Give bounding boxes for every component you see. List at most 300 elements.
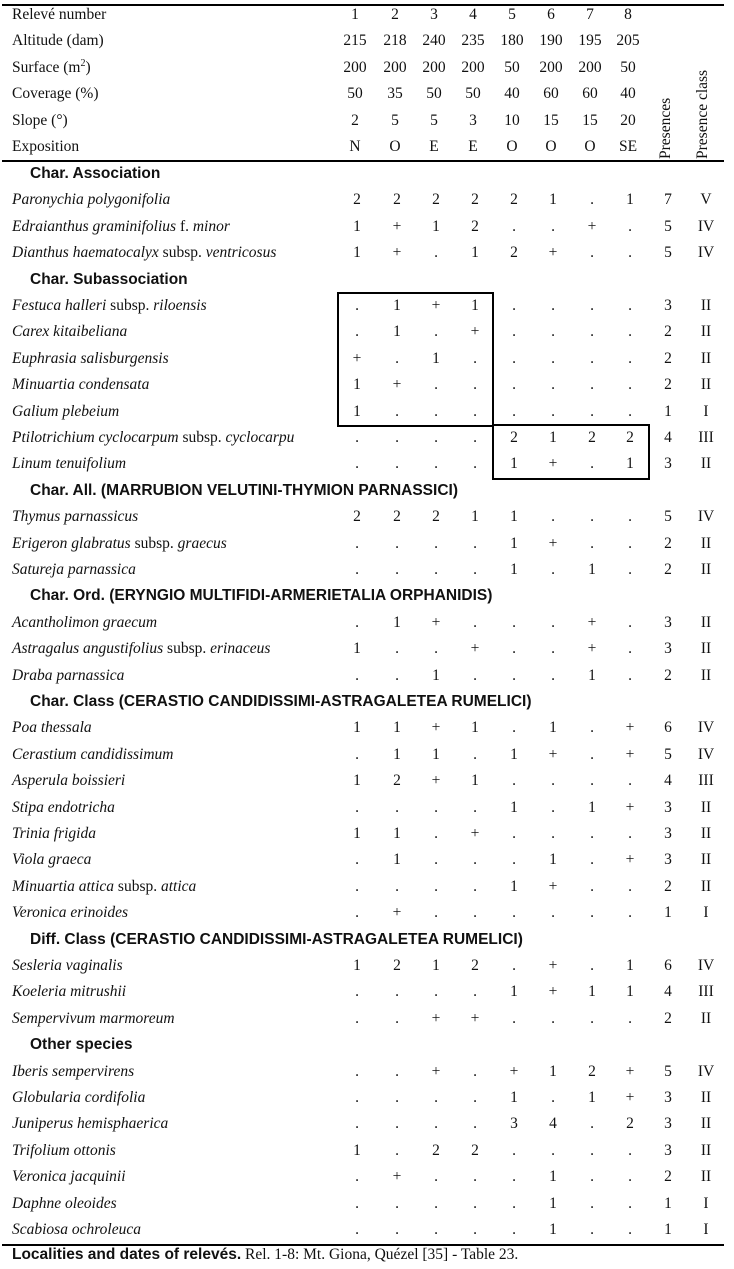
releve-value: .: [355, 534, 359, 552]
releve-value: 1: [588, 561, 596, 578]
species-binomial: Viola graeca: [12, 851, 92, 869]
header-value: 5: [391, 111, 399, 129]
releve-value: .: [434, 244, 438, 262]
releve-value: 1: [549, 429, 557, 446]
presences-value: 2: [664, 561, 672, 578]
presence-class-value: II: [700, 1089, 712, 1106]
presences-value: 6: [664, 719, 672, 737]
species-name: [12, 399, 119, 425]
releve-value: .: [551, 1141, 555, 1159]
releve-value: +: [431, 1009, 441, 1027]
header-value: 15: [582, 111, 598, 129]
releve-value: .: [395, 666, 399, 684]
releve-value: .: [473, 745, 477, 763]
header-row: [0, 81, 734, 107]
releve-value: .: [628, 1168, 632, 1186]
header-value: 3: [430, 6, 438, 23]
species-name: [12, 425, 332, 451]
releve-value: 1: [432, 957, 440, 974]
releve-value: .: [512, 1221, 516, 1238]
presences-value: 5: [664, 217, 672, 235]
infraspecific-name: graecus: [177, 534, 227, 552]
releve-value: .: [512, 640, 516, 658]
releve-value: .: [395, 1062, 399, 1080]
species-name: [12, 742, 173, 768]
releve-value: 2: [471, 217, 479, 235]
releve-value: 1: [353, 719, 361, 737]
releve-value: +: [625, 798, 635, 816]
presences-value: 3: [664, 1141, 672, 1159]
species-binomial: Juniperus hemisphaerica: [12, 1115, 169, 1133]
releve-value: .: [473, 534, 477, 552]
group-box-releves-1-4: [337, 292, 494, 427]
species-binomial: Globularia cordifolia: [12, 1089, 146, 1106]
releve-value: .: [355, 798, 359, 816]
releve-value: .: [551, 772, 555, 790]
species-name: [12, 1085, 145, 1111]
presence-class-value: II: [700, 666, 712, 684]
releve-value: 1: [510, 745, 518, 763]
releve-value: .: [590, 402, 594, 420]
header-value: 3: [469, 111, 477, 129]
species-name: [12, 214, 230, 240]
species-binomial: Erigeron glabratus: [12, 534, 131, 552]
releve-value: +: [470, 1009, 480, 1027]
header-value: O: [506, 138, 518, 155]
presences-value: 2: [664, 323, 672, 341]
species-name: [12, 795, 115, 821]
releve-value: .: [473, 1221, 477, 1238]
releve-value: .: [395, 1115, 399, 1133]
releve-value: 1: [353, 244, 361, 262]
species-binomial: Veronica jacquinii: [12, 1168, 126, 1186]
presence-class-value: IV: [697, 719, 715, 737]
releve-value: 1: [510, 561, 518, 578]
species-name: [12, 979, 126, 1005]
header-row: [0, 134, 734, 160]
releve-value: .: [355, 1194, 359, 1212]
releve-value: .: [473, 904, 477, 922]
header-row: [0, 55, 734, 81]
species-name: [12, 240, 276, 266]
releve-value: 1: [510, 508, 518, 526]
releve-value: .: [551, 561, 555, 578]
header-value: 7: [586, 6, 594, 23]
infraspecific-name: cyclocarpu: [225, 429, 295, 446]
table-row: [0, 1164, 734, 1190]
table-row: [0, 214, 734, 240]
releve-value: .: [434, 455, 438, 473]
releve-value: 2: [432, 191, 440, 209]
header-value: 1: [351, 6, 359, 23]
rank-abbreviation: subsp.: [110, 297, 150, 314]
header-row: [0, 108, 734, 134]
releve-value: 1: [588, 798, 596, 816]
releve-value: .: [355, 877, 359, 895]
releve-value: .: [590, 1009, 594, 1027]
table-row: [0, 742, 734, 768]
releve-value: +: [625, 1062, 635, 1080]
releve-value: 2: [432, 508, 440, 526]
releve-value: .: [473, 666, 477, 684]
releve-value: +: [392, 244, 402, 262]
presences-value: 3: [664, 825, 672, 842]
releve-value: .: [512, 297, 516, 314]
header-value: 218: [383, 32, 407, 50]
releve-value: .: [434, 376, 438, 394]
releve-value: 2: [471, 957, 479, 974]
releve-value: .: [628, 402, 632, 420]
releve-value: .: [512, 1141, 516, 1159]
species-binomial: Iberis sempervirens: [12, 1062, 135, 1080]
species-name: [12, 900, 128, 926]
releve-value: .: [512, 1194, 516, 1212]
releve-value: .: [512, 376, 516, 394]
header-label-superscript: 2: [80, 57, 86, 69]
releve-value: 1: [393, 297, 401, 314]
presence-class-value: II: [700, 455, 712, 473]
presences-value: 3: [664, 640, 672, 658]
table-row: [0, 874, 734, 900]
presence-class-value: II: [700, 349, 712, 367]
species-binomial: Stipa endotricha: [12, 798, 115, 816]
section-title: Char. All. (MARRUBION VELUTINI-THYMION PARNASSICI): [30, 481, 458, 499]
releve-value: .: [512, 904, 516, 922]
releve-value: .: [551, 349, 555, 367]
presences-value: 5: [664, 1062, 672, 1080]
releve-value: .: [590, 297, 594, 314]
species-binomial: Paronychia polygonifolia: [12, 191, 171, 209]
species-name: [12, 636, 270, 662]
section-heading: [0, 927, 734, 953]
header-row: [0, 28, 734, 54]
releve-value: 1: [588, 983, 596, 1001]
presences-value: 6: [664, 957, 672, 974]
table-row: [0, 821, 734, 847]
releve-value: .: [628, 1009, 632, 1027]
header-value: 5: [508, 6, 516, 23]
presences-value: 3: [664, 798, 672, 816]
species-name: [12, 1191, 117, 1217]
presences-value: 3: [664, 1115, 672, 1133]
releve-value: .: [395, 561, 399, 578]
table-row: [0, 610, 734, 636]
releve-value: .: [628, 877, 632, 895]
species-name: [12, 531, 227, 557]
section-title: Char. Subassociation: [30, 270, 188, 288]
infraspecific-name: attica: [161, 877, 197, 895]
header-value: 195: [578, 32, 602, 50]
header-value: O: [584, 138, 596, 155]
releve-value: 1: [510, 983, 518, 1001]
header-value: O: [545, 138, 557, 155]
releve-value: +: [470, 640, 480, 658]
species-name: [12, 1164, 126, 1190]
species-binomial: Carex kitaibeliana: [12, 323, 128, 341]
section-heading: [0, 583, 734, 609]
releve-value: 1: [549, 1168, 557, 1186]
releve-value: .: [434, 1168, 438, 1186]
table-row: [0, 531, 734, 557]
presence-class-value: II: [700, 877, 712, 895]
presence-class-value: I: [703, 1221, 709, 1238]
releve-value: +: [548, 534, 558, 552]
releve-value: .: [434, 561, 438, 578]
releve-value: .: [590, 1168, 594, 1186]
presence-class-value: IV: [697, 745, 715, 763]
species-name: [12, 187, 170, 213]
section-heading: [0, 161, 734, 187]
species-binomial: Festuca halleri: [12, 297, 107, 314]
releve-value: .: [628, 376, 632, 394]
presence-class-value: IV: [697, 508, 715, 526]
table-row: [0, 768, 734, 794]
species-name: [12, 953, 123, 979]
table-row: [0, 1138, 734, 1164]
table-row: [0, 1191, 734, 1217]
species-binomial: Satureja parnassica: [12, 561, 136, 578]
releve-value: +: [625, 719, 635, 737]
table-row: [0, 953, 734, 979]
presence-class-value: I: [703, 904, 709, 922]
releve-value: .: [395, 983, 399, 1001]
releve-value: 1: [510, 534, 518, 552]
header-value: 2: [351, 111, 359, 129]
releve-value: +: [431, 1062, 441, 1080]
header-value: 50: [504, 58, 520, 76]
releve-value: 1: [510, 1089, 518, 1106]
table-row: [0, 1085, 734, 1111]
header-value: 50: [465, 85, 481, 103]
releve-value: +: [392, 376, 402, 394]
header-label: [12, 81, 99, 107]
header-value: 200: [422, 58, 446, 76]
table-row: [0, 979, 734, 1005]
footer-note: [12, 1246, 518, 1264]
presence-class-value: I: [703, 1194, 709, 1212]
presences-value: 1: [664, 1194, 672, 1212]
releve-value: .: [590, 1141, 594, 1159]
releve-value: .: [434, 825, 438, 842]
table-row: [0, 847, 734, 873]
releve-value: .: [551, 1089, 555, 1106]
releve-value: +: [431, 772, 441, 790]
releve-value: 1: [549, 1194, 557, 1212]
species-binomial: Galium plebeium: [12, 402, 120, 420]
presences-value: 1: [664, 402, 672, 420]
releve-value: +: [392, 904, 402, 922]
releve-value: .: [355, 297, 359, 314]
releve-value: .: [628, 666, 632, 684]
presences-value: 2: [664, 666, 672, 684]
releve-value: .: [512, 613, 516, 631]
releve-value: .: [512, 402, 516, 420]
presences-value: 2: [664, 1168, 672, 1186]
header-value: 10: [504, 111, 520, 129]
releve-value: +: [548, 877, 558, 895]
releve-value: 2: [353, 191, 361, 209]
releve-value: .: [590, 244, 594, 262]
header-value: 2: [391, 6, 399, 23]
releve-value: +: [625, 1089, 635, 1106]
header-value: 200: [343, 58, 367, 76]
releve-value: 1: [353, 640, 361, 658]
releve-value: 2: [393, 772, 401, 790]
releve-value: .: [512, 1009, 516, 1027]
releve-value: 1: [549, 851, 557, 869]
releve-value: .: [628, 640, 632, 658]
releve-value: .: [628, 772, 632, 790]
species-binomial: Euphrasia salisburgensis: [12, 349, 169, 367]
section-heading: [0, 267, 734, 293]
releve-value: .: [590, 534, 594, 552]
species-binomial: Minuartia attica: [12, 877, 115, 895]
releve-value: 1: [471, 508, 479, 526]
presences-value: 3: [664, 1089, 672, 1106]
releve-value: .: [473, 455, 477, 473]
species-binomial: Cerastium candidissimum: [12, 745, 174, 763]
releve-value: 1: [626, 957, 634, 974]
header-value: 190: [539, 32, 563, 50]
releve-value: .: [590, 957, 594, 974]
releve-value: 1: [353, 957, 361, 974]
releve-value: .: [355, 561, 359, 578]
releve-value: 1: [549, 719, 557, 737]
species-binomial: Asperula boissieri: [12, 772, 126, 790]
releve-value: 2: [393, 957, 401, 974]
releve-value: .: [551, 904, 555, 922]
releve-value: .: [395, 349, 399, 367]
species-binomial: Linum tenuifolium: [12, 455, 127, 473]
header-value: 240: [422, 32, 446, 50]
releve-value: 1: [432, 666, 440, 684]
releve-value: +: [625, 745, 635, 763]
releve-value: .: [434, 798, 438, 816]
releve-value: .: [355, 666, 359, 684]
table-row: [0, 1006, 734, 1032]
releve-value: .: [512, 323, 516, 341]
presence-class-column-label: Presence class: [694, 69, 711, 159]
table-row: [0, 715, 734, 741]
releve-value: +: [392, 1168, 402, 1186]
releve-value: .: [395, 1089, 399, 1106]
presence-class-value: II: [700, 297, 712, 314]
releve-value: .: [628, 561, 632, 578]
releve-value: .: [355, 613, 359, 631]
releve-value: .: [395, 1141, 399, 1159]
releve-value: 2: [588, 1062, 596, 1080]
releve-value: 1: [432, 217, 440, 235]
header-label-text: Altitude (dam): [12, 32, 104, 50]
header-value: 60: [582, 85, 598, 103]
releve-value: .: [395, 534, 399, 552]
releve-value: .: [628, 613, 632, 631]
releve-value: .: [355, 745, 359, 763]
releve-value: .: [512, 349, 516, 367]
releve-value: .: [628, 1141, 632, 1159]
releve-value: 2: [510, 244, 518, 262]
releve-value: +: [509, 1062, 519, 1080]
table-row: [0, 795, 734, 821]
releve-value: .: [434, 851, 438, 869]
releve-value: .: [628, 1194, 632, 1212]
releve-value: .: [355, 983, 359, 1001]
species-name: [12, 715, 92, 741]
presences-value: 2: [664, 376, 672, 394]
releve-value: .: [434, 1194, 438, 1212]
presence-class-value: II: [700, 534, 712, 552]
releve-value: .: [473, 613, 477, 631]
releve-value: .: [512, 825, 516, 842]
species-binomial: Edraianthus graminifolius: [12, 217, 177, 235]
rank-abbreviation: subsp.: [117, 877, 158, 895]
species-name: [12, 1138, 116, 1164]
releve-value: .: [434, 534, 438, 552]
section-heading: [0, 689, 734, 715]
releve-value: .: [512, 957, 516, 974]
releve-value: 1: [626, 983, 634, 1001]
releve-value: .: [512, 217, 516, 235]
releve-value: +: [548, 244, 558, 262]
releve-value: 1: [549, 1221, 557, 1238]
releve-value: .: [395, 1221, 399, 1238]
releve-value: 1: [510, 798, 518, 816]
releve-value: +: [392, 217, 402, 235]
species-name: [12, 663, 124, 689]
releve-value: .: [395, 1009, 399, 1027]
header-value: 200: [578, 58, 602, 76]
releve-value: .: [434, 877, 438, 895]
species-name: [12, 372, 149, 398]
releve-value: .: [355, 429, 359, 446]
header-label: [12, 108, 68, 134]
releve-value: .: [355, 1221, 359, 1238]
releve-value: .: [590, 455, 594, 473]
releve-value: 2: [626, 429, 634, 446]
releve-value: 1: [353, 402, 361, 420]
infraspecific-name: minor: [192, 217, 230, 235]
species-name: [12, 610, 157, 636]
releve-value: .: [434, 429, 438, 446]
releve-value: .: [590, 1221, 594, 1238]
presence-class-value: II: [700, 825, 712, 842]
header-label-text: Slope (°): [12, 111, 68, 129]
releve-value: .: [512, 666, 516, 684]
presence-class-value: II: [700, 1009, 712, 1027]
releve-value: .: [512, 851, 516, 869]
infraspecific-name: erinaceus: [210, 640, 271, 658]
header-value: 215: [343, 32, 367, 50]
releve-value: +: [470, 825, 480, 842]
species-binomial: Koeleria mitrushii: [12, 983, 127, 1001]
releve-value: 2: [510, 191, 518, 209]
presence-class-value: II: [700, 561, 712, 578]
releve-value: +: [548, 957, 558, 974]
releve-value: 1: [393, 613, 401, 631]
releve-value: .: [434, 1115, 438, 1133]
releve-value: .: [628, 534, 632, 552]
table-row: [0, 557, 734, 583]
footer-bold: Localities and dates of relevés.: [12, 1246, 242, 1263]
presence-class-value: II: [700, 1115, 712, 1133]
presences-value: 1: [664, 1221, 672, 1238]
header-value: N: [349, 138, 361, 155]
releve-value: .: [473, 1194, 477, 1212]
releve-value: .: [628, 217, 632, 235]
releve-value: .: [590, 508, 594, 526]
releve-value: 1: [393, 323, 401, 341]
releve-value: 1: [626, 191, 634, 209]
